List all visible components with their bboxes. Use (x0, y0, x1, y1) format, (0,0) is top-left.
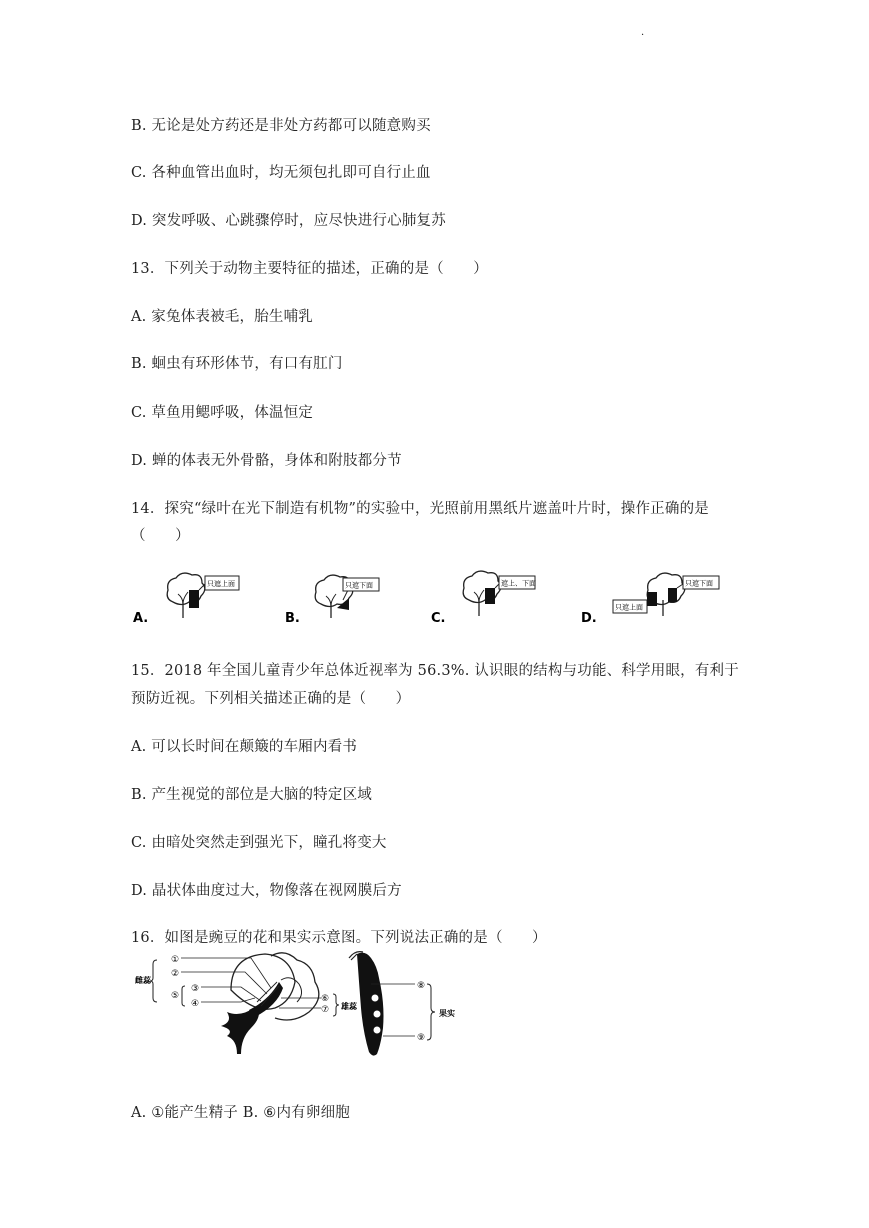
q14-option-c (431, 571, 536, 626)
num-5-left: ⑤ (171, 991, 180, 1001)
q14-option-c-tag: 遮上、下面 (501, 579, 536, 588)
page-mark: · (641, 30, 645, 41)
label-fruit: 果实 (439, 1009, 455, 1018)
label-pistil: 雌蕊 (135, 976, 151, 985)
num-6-right: ⑥ (321, 994, 330, 1004)
q12-option-c: C. 各种血管出血时，均无须包扎即可自行止血 (131, 165, 431, 181)
q14-option-a-tag: 只遮上面 (207, 580, 235, 588)
q14-option-d-label: D. (581, 611, 597, 626)
q14-option-b (285, 575, 379, 626)
q14-figure (131, 570, 741, 630)
q15-stem-cont: 预防近视。下列相关描述正确的是（ ） (131, 691, 411, 707)
q14-option-b-tag: 只遮下面 (345, 581, 373, 590)
q15-option-d: D. 晶状体曲度过大，物像落在视网膜后方 (131, 883, 402, 899)
q16-figure-svg (131, 950, 481, 1062)
q13-option-d: D. 蝉的体表无外骨骼，身体和附肢都分节 (131, 453, 402, 469)
num-7-right: ⑦ (321, 1005, 330, 1015)
num-9-pod: ⑨ (417, 1033, 426, 1043)
q13-option-c: C. 草鱼用鳃呼吸，体温恒定 (131, 405, 314, 421)
q16-stem: 16．如图是豌豆的花和果实示意图。下列说法正确的是（ ） (131, 930, 547, 946)
q14-option-b-label: B. (285, 611, 300, 626)
num-3-left: ③ (191, 984, 200, 994)
q14-figure-svg (131, 570, 741, 630)
q14-stem-cont: （ ） (131, 528, 190, 544)
q15-option-b: B. 产生视觉的部位是大脑的特定区域 (131, 787, 372, 803)
q15-option-a: A. 可以长时间在颠簸的车厢内看书 (131, 739, 358, 755)
q15-option-c: C. 由暗处突然走到强光下，瞳孔将变大 (131, 835, 387, 851)
q13-option-b: B. 蛔虫有环形体节，有口有肛门 (131, 356, 343, 372)
q14-option-d (581, 573, 719, 626)
num-4-left: ④ (191, 999, 200, 1009)
q14-option-a-label: A. (133, 611, 149, 626)
q14-option-d-tag: 只遮下面 (685, 579, 713, 588)
num-2-left: ② (171, 969, 180, 979)
q14-option-a (133, 573, 239, 626)
q14-option-c-label: C. (431, 611, 446, 626)
q12-option-b: B. 无论是处方药还是非处方药都可以随意购买 (131, 118, 431, 134)
num-8-pod: ⑧ (417, 981, 426, 991)
q16-figure (131, 950, 481, 1062)
q14-stem: 14．探究“绿叶在光下制造有机物”的实验中，光照前用黑纸片遮盖叶片时，操作正确的是 (131, 501, 709, 517)
q12-option-d: D. 突发呼吸、心跳骤停时，应尽快进行心肺复苏 (131, 213, 446, 229)
pea-flower-drawing (134, 953, 358, 1054)
pea-pod-drawing (349, 952, 455, 1056)
num-1-left: ① (171, 955, 180, 965)
q14-option-d-tag2: 只遮上面 (615, 603, 643, 612)
q13-stem: 13．下列关于动物主要特征的描述，正确的是（ ） (131, 261, 488, 277)
label-stamen: 雄蕊 (341, 1002, 357, 1011)
q15-stem: 15．2018 年全国儿童青少年总体近视率为 56.3%. 认识眼的结构与功能、科学用眼，有利于 (131, 663, 739, 679)
q13-option-a: A. 家兔体表被毛，胎生哺乳 (131, 309, 313, 325)
q16-options-ab: A. ①能产生精子 B. ⑥内有卵细胞 (131, 1105, 350, 1121)
